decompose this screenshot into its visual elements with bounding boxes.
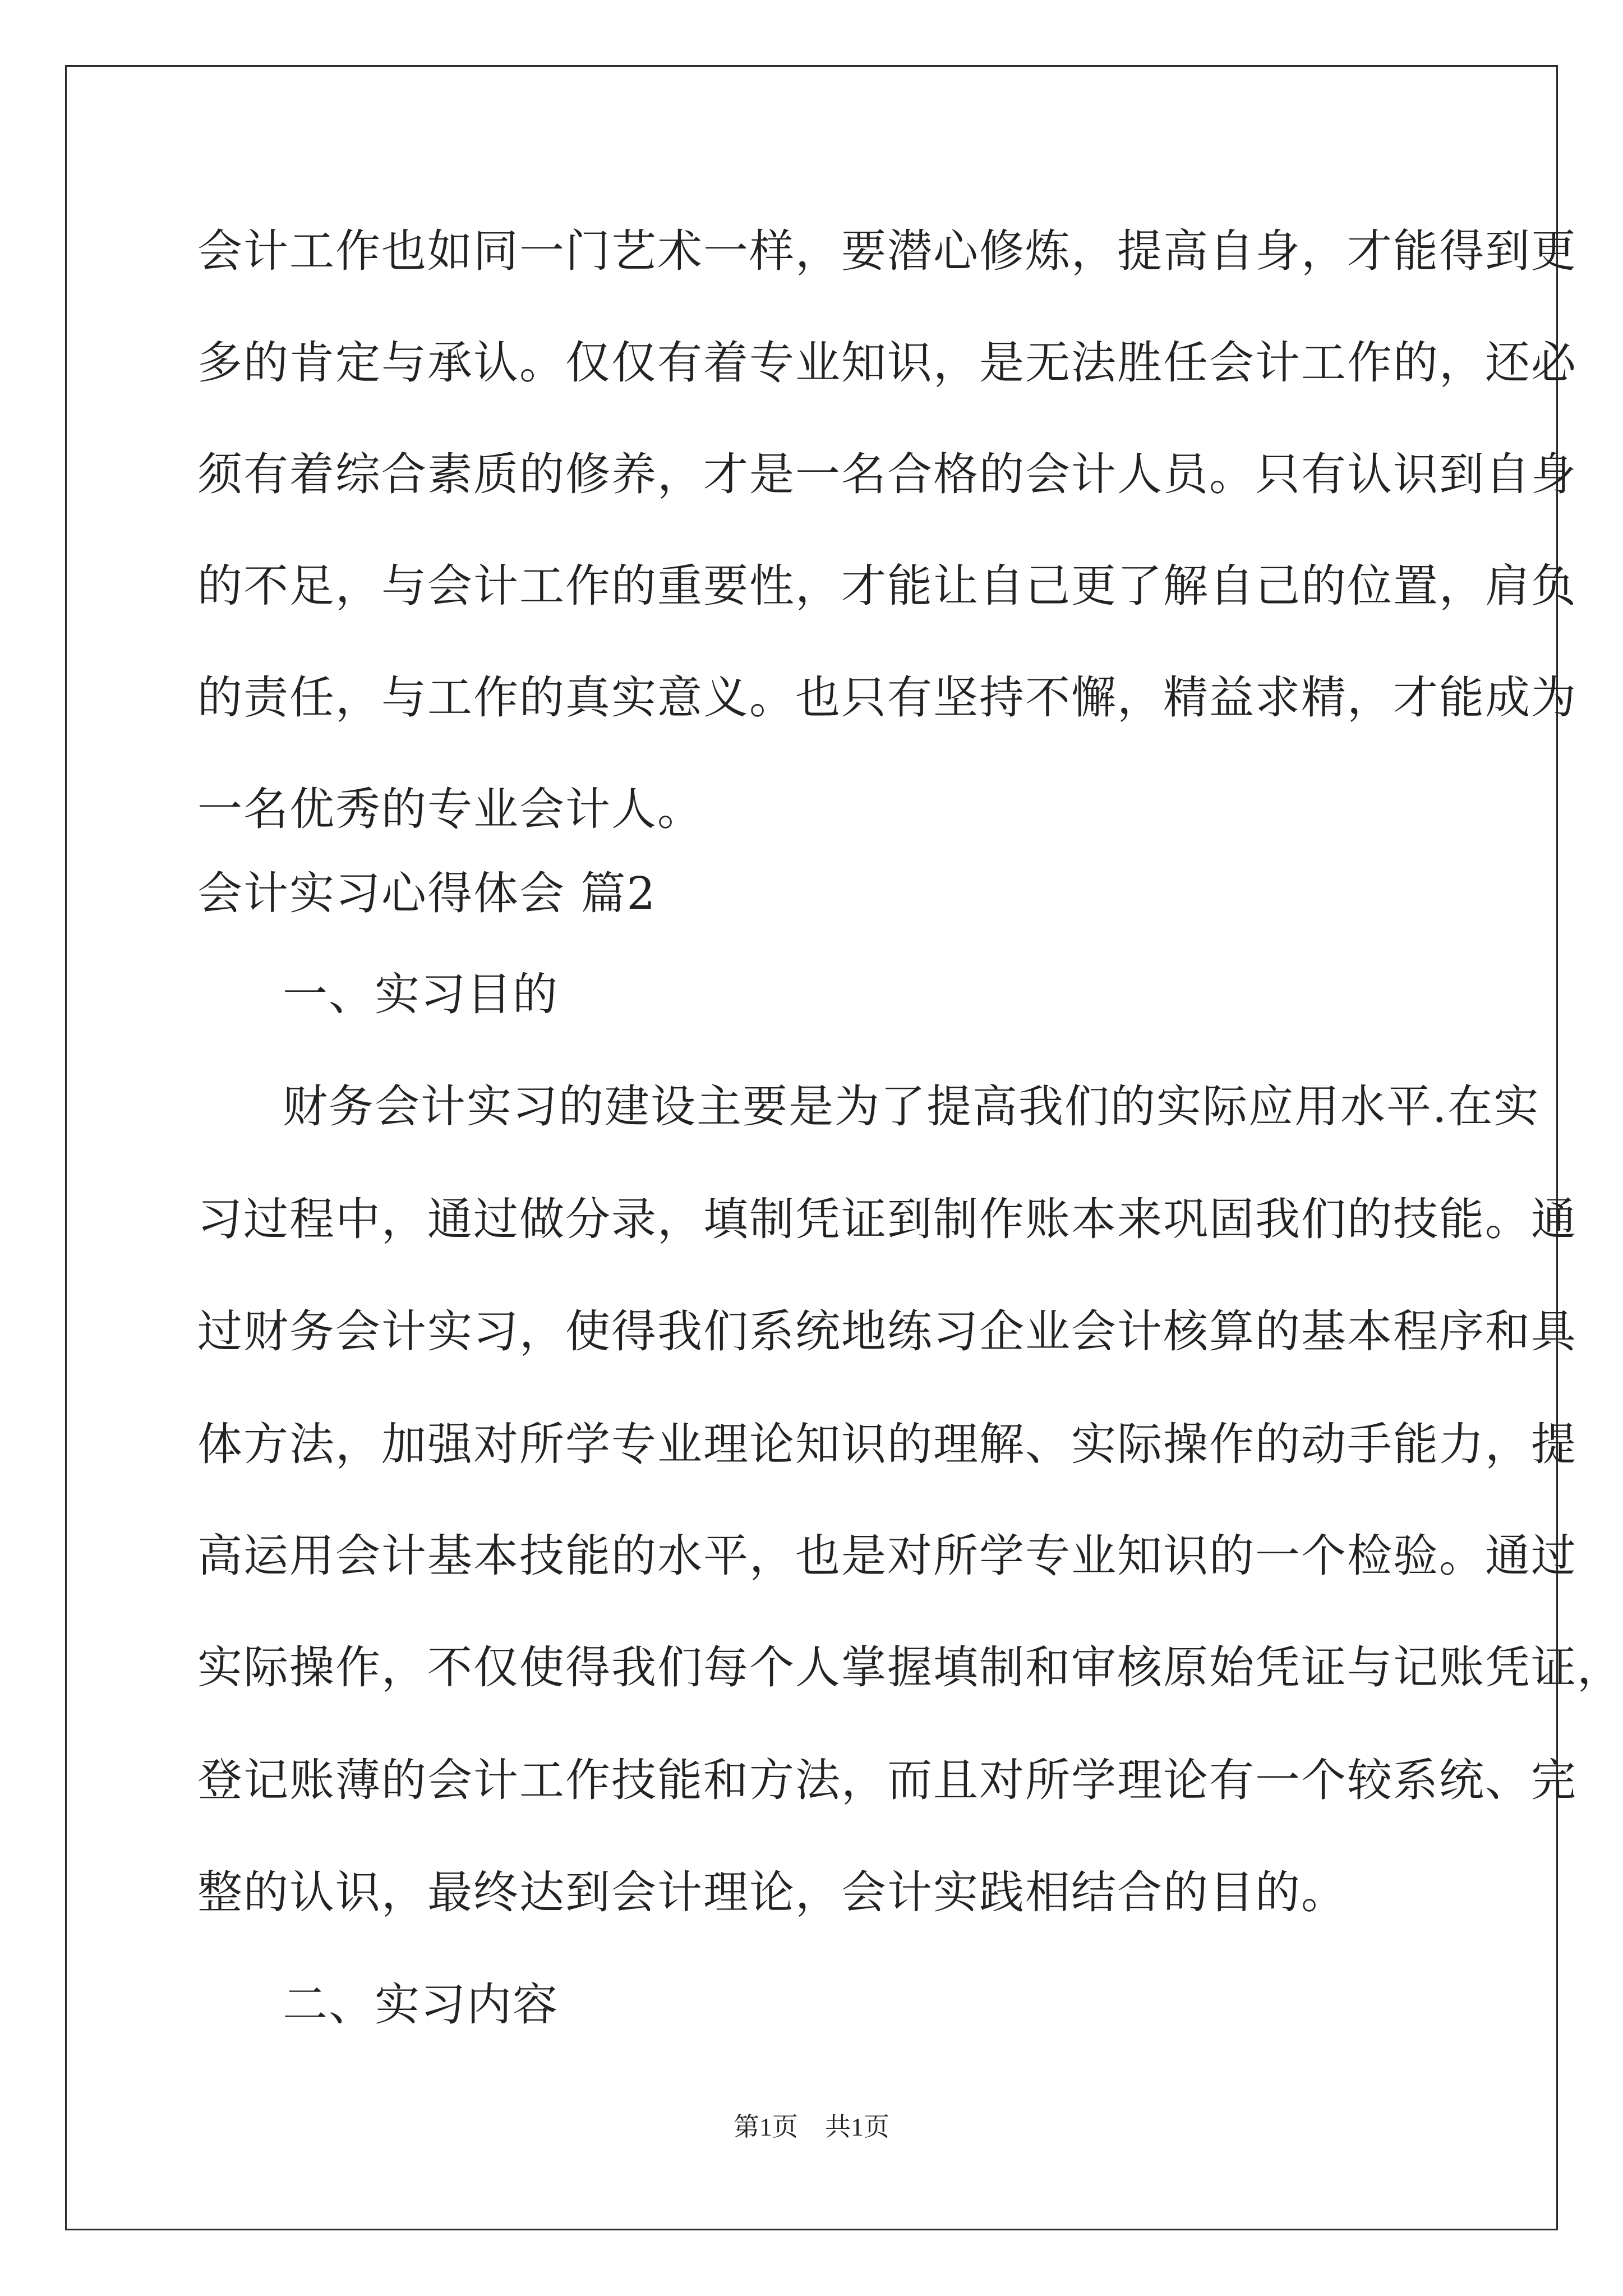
paragraph-line: 财务会计实习的建设主要是为了提高我们的实际应用水平.在实 <box>283 1080 1540 1133</box>
paragraph-line: 整的认识，最终达到会计理论，会计实践相结合的目的。 <box>197 1866 1347 1918</box>
section-heading: 一、实习目的 <box>283 968 559 1020</box>
section-heading: 二、实习内容 <box>283 1978 559 2031</box>
paragraph-line: 的责任，与工作的真实意义。也只有坚持不懈，精益求精，才能成为 <box>197 671 1577 724</box>
page-number: 第1页 <box>734 2113 798 2141</box>
paragraph-line: 习过程中，通过做分录，填制凭证到制作账本来巩固我们的技能。通 <box>197 1193 1577 1245</box>
paragraph-line: 实际操作，不仅使得我们每个人掌握填制和审核原始凭证与记账凭证， <box>197 1641 1623 1694</box>
paragraph-line: 高运用会计基本技能的水平，也是对所学专业知识的一个检验。通过 <box>197 1530 1577 1582</box>
paragraph-line: 登记账薄的会计工作技能和方法，而且对所学理论有一个较系统、完 <box>197 1754 1577 1806</box>
paragraph-line: 须有着综合素质的修养，才是一名合格的会计人员。只有认识到自身 <box>197 448 1577 500</box>
section-title: 会计实习心得体会 篇2 <box>197 867 657 919</box>
paragraph-line: 体方法，加强对所学专业理论知识的理解、实际操作的动手能力，提 <box>197 1418 1577 1470</box>
page-footer <box>0 2110 1623 2144</box>
paragraph-line: 的不足，与会计工作的重要性，才能让自己更了解自己的位置，肩负 <box>197 560 1577 612</box>
paragraph-line: 多的肯定与承认。仅仅有着专业知识，是无法胜任会计工作的，还必 <box>197 337 1577 389</box>
paragraph-line: 过财务会计实习，使得我们系统地练习企业会计核算的基本程序和具 <box>197 1305 1577 1358</box>
paragraph-line: 会计工作也如同一门艺术一样，要潜心修炼，提高自身，才能得到更 <box>197 225 1577 277</box>
paragraph-line: 一名优秀的专业会计人。 <box>197 783 703 835</box>
page-total: 共1页 <box>825 2113 889 2141</box>
